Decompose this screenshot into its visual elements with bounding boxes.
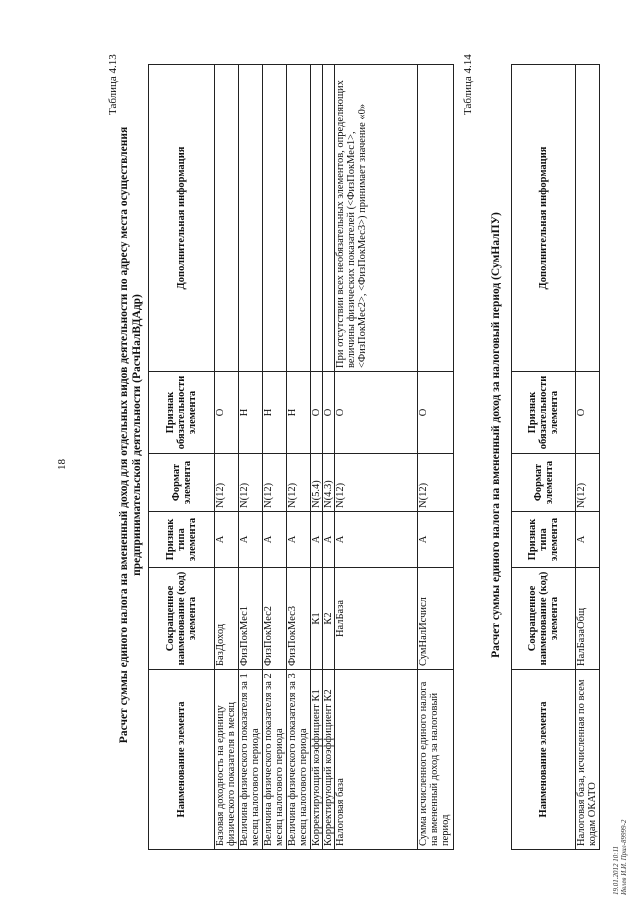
cell-format: N(12) (287, 454, 311, 512)
cell-type: А (263, 512, 287, 568)
cell-name: Корректирующий коэффициент К2 (323, 670, 335, 850)
cell-code: СумНалИсчисл (418, 568, 454, 670)
cell-info (287, 65, 311, 372)
cell-info (263, 65, 287, 372)
cell-format: N(12) (263, 454, 287, 512)
cell-required: Н (287, 372, 311, 454)
cell-required: О (335, 372, 418, 454)
cell-format: N(5.4) (311, 454, 323, 512)
col-header-required: Признак обязательности элемента (512, 372, 576, 454)
cell-required: О (323, 372, 335, 454)
table-4-14 (511, 64, 600, 850)
col-header-code: Сокращенное наименование (код) элемента (512, 568, 576, 670)
col-header-name: Наименование элемента (149, 670, 215, 850)
cell-name: Корректирующий коэффициент К1 (311, 670, 323, 850)
cell-type: А (418, 512, 454, 568)
cell-required: О (215, 372, 239, 454)
cell-required: Н (263, 372, 287, 454)
cell-name: Величина физического показателя за 1 месяц налогового периода (239, 670, 263, 850)
col-header-required: Признак обязательности элемента (149, 372, 215, 454)
cell-info (239, 65, 263, 372)
table-4-13-title-line2: предпринимательской деятельности (РасчНалВДАдр) (131, 294, 143, 576)
table-4-13 (148, 64, 454, 850)
cell-type: А (335, 512, 418, 568)
cell-format: N(12) (418, 454, 454, 512)
cell-code: К2 (323, 568, 335, 670)
cell-type: А (323, 512, 335, 568)
cell-name: Налоговая база (335, 670, 418, 850)
cell-name: Величина физического показателя за 3 месяц налогового периода (287, 670, 311, 850)
cell-format: N(12) (215, 454, 239, 512)
cell-format: N(12) (335, 454, 418, 512)
print-stamp-author: Ивлев И.И. Прил-89999-2 (620, 819, 628, 895)
table-row (215, 65, 239, 850)
cell-required: Н (239, 372, 263, 454)
cell-code: К1 (311, 568, 323, 670)
col-header-code: Сокращенное наименование (код) элемента (149, 568, 215, 670)
cell-info (311, 65, 323, 372)
table-4-13-caption: Таблица 4.13 (107, 54, 119, 115)
col-header-type: Признак типа элемента (512, 512, 576, 568)
print-stamp (612, 820, 628, 895)
cell-info (418, 65, 454, 372)
col-header-name: Наименование элемента (512, 670, 576, 850)
table-4-14-title: Расчет суммы единого налога на вмененный доход за налоговый период (СумНалПУ) (490, 212, 502, 658)
table-row (418, 65, 454, 850)
cell-info (576, 65, 600, 372)
cell-info: При отсутствии всех необязательных элементов, определяющих величины физических показателей (<ФизПокМес1>, <ФизПокМес2>, <ФизПокМес3>) принимает значение «0» (335, 65, 418, 372)
cell-info (215, 65, 239, 372)
table-row (239, 65, 263, 850)
table-4-13-title-line1: Расчет суммы единого налога на вмененный доход для отдельных видов деятельности по адресу места осуществления (118, 126, 130, 744)
cell-format: N(4.3) (323, 454, 335, 512)
cell-format: N(12) (239, 454, 263, 512)
cell-code: НалБазаОбщ (576, 568, 600, 670)
cell-type: А (311, 512, 323, 568)
table-4-14-caption: Таблица 4.14 (462, 54, 474, 115)
cell-type: А (239, 512, 263, 568)
cell-type: А (215, 512, 239, 568)
col-header-type: Признак типа элемента (149, 512, 215, 568)
col-header-info: Дополнительная информация (149, 65, 215, 372)
cell-code: ФизПокМес2 (263, 568, 287, 670)
table-4-13-title (118, 65, 144, 805)
cell-name: Базовая доходность на единицу физического показателя в месяц (215, 670, 239, 850)
print-stamp-date: 19.01.2012 10:11 (612, 845, 620, 895)
cell-type: А (576, 512, 600, 568)
page-number: 18 (56, 459, 68, 470)
table-4-13-header-row (149, 65, 215, 850)
table-row (323, 65, 335, 850)
cell-info (323, 65, 335, 372)
cell-code: ФизПокМес3 (287, 568, 311, 670)
cell-code: ФизПокМес1 (239, 568, 263, 670)
table-row (311, 65, 323, 850)
col-header-format: Формат элемента (149, 454, 215, 512)
table-row (287, 65, 311, 850)
cell-type: А (287, 512, 311, 568)
table-row (263, 65, 287, 850)
cell-required: О (311, 372, 323, 454)
cell-code: НалБаза (335, 568, 418, 670)
cell-code: БазДоход (215, 568, 239, 670)
cell-name: Величина физического показателя за 2 месяц налогового периода (263, 670, 287, 850)
cell-required: О (576, 372, 600, 454)
cell-format: N(12) (576, 454, 600, 512)
table-row (576, 65, 600, 850)
table-row (335, 65, 418, 850)
col-header-info: Дополнительная информация (512, 65, 576, 372)
cell-required: О (418, 372, 454, 454)
cell-name: Сумма исчисленного единого налога на вмененный доход за налоговый период (418, 670, 454, 850)
table-4-14-header-row (512, 65, 576, 850)
col-header-format: Формат элемента (512, 454, 576, 512)
cell-name: Налоговая база, исчисленная по всем кодам ОКАТО (576, 670, 600, 850)
